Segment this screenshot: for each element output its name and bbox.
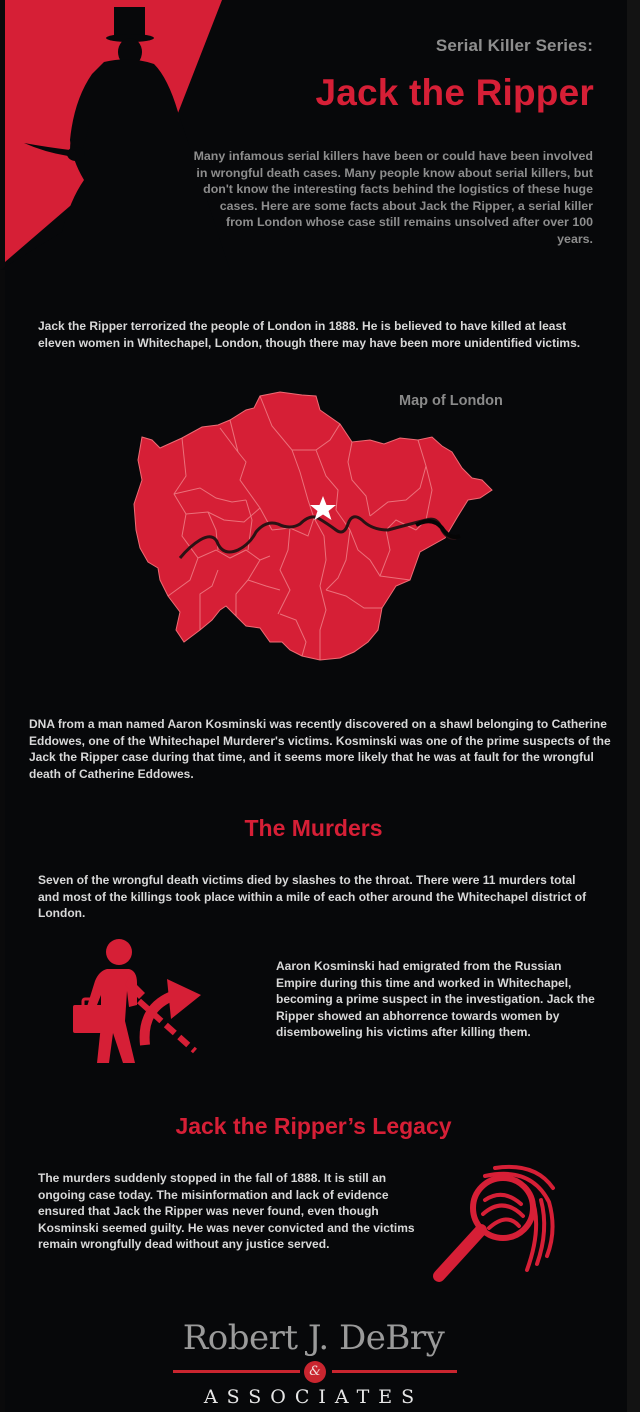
overview-paragraph: Jack the Ripper terrorized the people of London in 1888. He is believed to have killed at least eleven women in Whitechapel, London, though there may have been more unidentified victims. [38, 319, 581, 350]
brand-rule-left [173, 1370, 300, 1373]
brand-rule-right [332, 1370, 457, 1373]
series-kicker: Serial Killer Series: [435, 36, 593, 55]
suspect-paragraph: Aaron Kosminski had emigrated from the Russian Empire during this time and worked in Whitechapel, becoming a prime suspect in the investigation. Jack the Ripper showed an abhorrence towards women by disemboweling his victims after killing them. [276, 959, 595, 1039]
section-title-murders: The Murders [244, 815, 383, 841]
dna-paragraph: DNA from a man named Aaron Kosminski was recently discovered on a shawl belonging to Catherine Eddowes, one of the Whitechapel Murderer's victims. Kosminski was one of the prime suspects of the Jack the Ripper case during that time, and it seems more likely that he was at fault for the wrongful death of Catherine Eddowes. [29, 717, 611, 781]
walking-man-briefcase-icon [65, 935, 215, 1065]
page-title: Jack the Ripper [315, 72, 594, 113]
brand-name: Robert J. DeBry [182, 1318, 445, 1358]
section-title-legacy: Jack the Ripper’s Legacy [175, 1113, 452, 1139]
magnifier-fingerprint-icon [425, 1160, 575, 1285]
legacy-paragraph: The murders suddenly stopped in the fall of 1888. It is still an ongoing case today. The misinformation and lack of evidence ensured that Jack the Ripper was never found, even though Kosminski seemed guilty. He was never convicted and the victims remain wrongfully dead without any justice served. [38, 1171, 415, 1251]
intro-paragraph: Many infamous serial killers have been or could have been involved in wrongful death cases. Many people know about serial killers, but don't know the interesting facts behind the logistics of these huge cases. Here are some facts about Jack the Ripper, a serial killer from London whose case still remains unsolved after over 100 years. [193, 149, 593, 246]
map-label: Map of London [399, 393, 503, 409]
london-map [120, 380, 520, 680]
brand-subtitle: ASSOCIATES [203, 1386, 424, 1408]
brand-ampersand: & [304, 1361, 326, 1383]
murders-paragraph: Seven of the wrongful death victims died by slashes to the throat. There were 11 murders total and most of the killings took place within a mile of each other around the Whitechapel district of London. [38, 873, 587, 920]
